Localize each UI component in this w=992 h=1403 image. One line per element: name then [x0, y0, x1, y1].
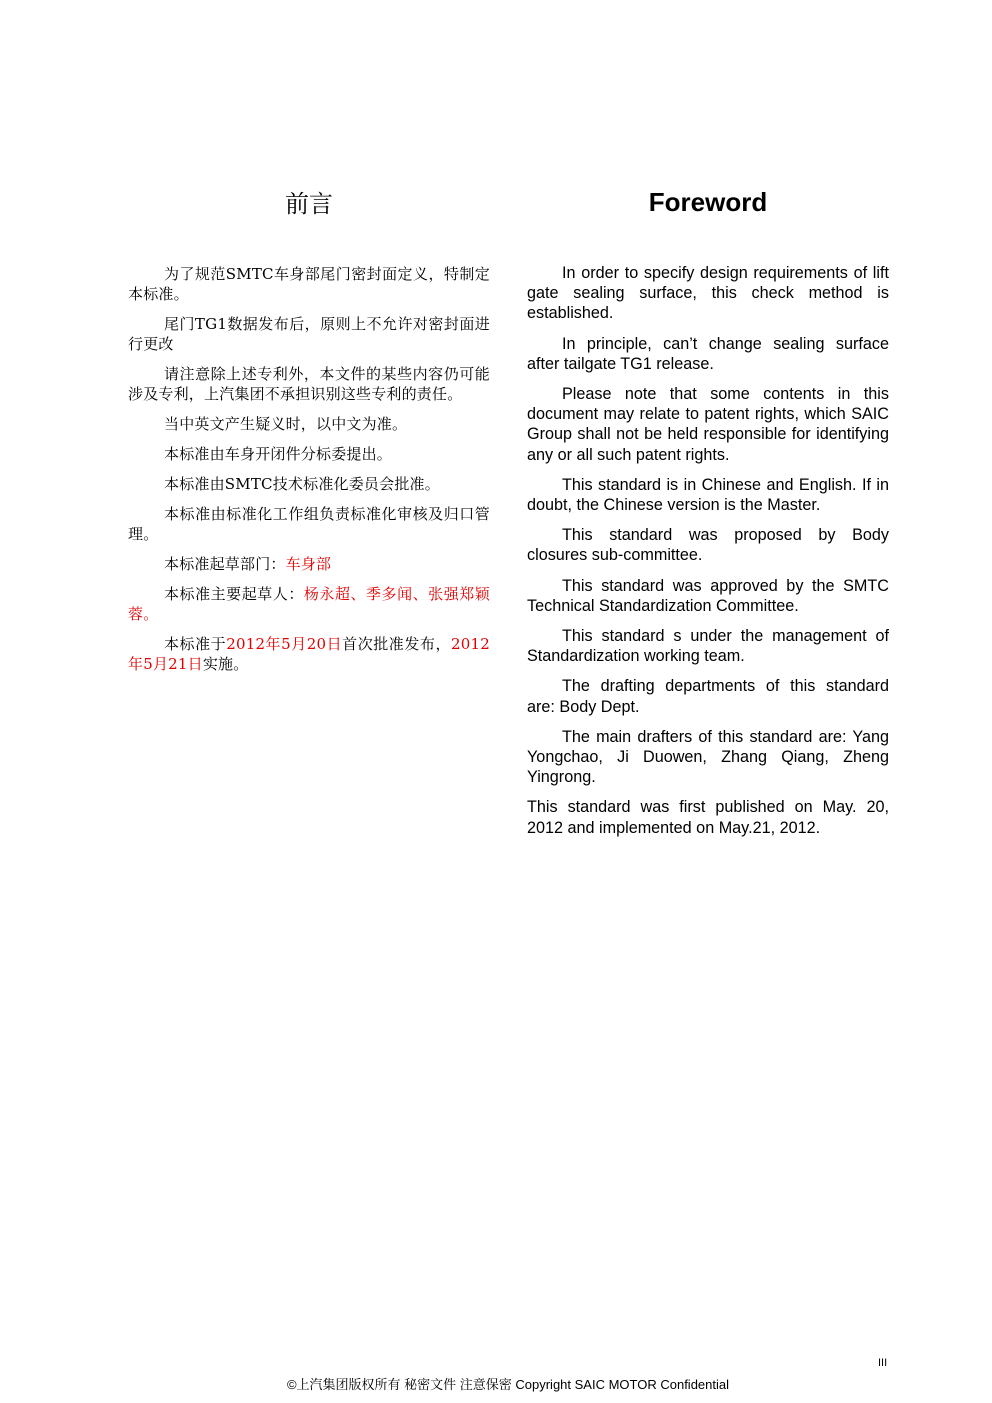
chinese-paragraphs [128, 264, 490, 684]
zh-publish-date: 2012年5月20日 [226, 635, 343, 653]
en-paragraph-drafters: The main drafters of this standard are: Yang Yongchao, Ji Duowen, Zhang Qiang, Zheng Yingrong. [527, 727, 889, 787]
zh-drafters-label: 本标准主要起草人： [164, 585, 304, 603]
zh-paragraph-management: 本标准由标准化工作组负责标准化审核及归口管理。 [128, 505, 490, 543]
zh-dates-text-a: 本标准于 [164, 635, 227, 653]
zh-drafting-dept-value: 车身部 [285, 555, 332, 573]
zh-paragraph-purpose: 为了规范SMTC车身部尾门密封面定义，特制定本标准。 [128, 265, 490, 303]
en-paragraph-patent: Please note that some contents in this document may relate to patent rights, which SAIC Group shall not be held responsible for identifying any or all such patent rights. [527, 385, 889, 464]
zh-dates-text-c: 实施。 [202, 655, 249, 673]
en-paragraph-management: This standard s under the management of Standardization working team. [527, 627, 889, 666]
zh-paragraph-proposed: 本标准由车身开闭件分标委提出。 [164, 445, 393, 463]
zh-paragraph-language: 当中英文产生疑义时，以中文为准。 [164, 415, 408, 433]
zh-drafters-value: 杨永超、季多闻、张强郑颖蓉。 [128, 585, 490, 623]
zh-paragraph-principle: 尾门TG1数据发布后，原则上不允许对密封面进行更改 [128, 315, 490, 353]
zh-paragraph-drafters [128, 584, 490, 624]
copyright-footer: ©上汽集团版权所有 秘密文件 注意保密 Copyright SAIC MOTOR Confidential [286, 1377, 730, 1392]
en-paragraph-language: This standard is in Chinese and English. If in doubt, the Chinese version is the Master. [527, 475, 889, 515]
zh-paragraph-patent: 请注意除上述专利外，本文件的某些内容仍可能涉及专利，上汽集团不承担识别这些专利的责任。 [128, 365, 490, 403]
zh-drafting-dept-label: 本标准起草部门： [164, 555, 286, 573]
en-paragraph-approved: This standard was approved by the SMTC Technical Standardization Committee. [527, 576, 889, 615]
en-paragraph-dates: This standard was first published on May. 20, 2012 and implemented on May.21, 2012. [527, 798, 889, 837]
zh-paragraph-approved: 本标准由SMTC技术标准化委员会批准。 [164, 475, 440, 493]
zh-paragraph-drafting-dept [128, 554, 490, 574]
foreword-title-chinese: 前言 [285, 190, 333, 218]
page-number: III [878, 1357, 888, 1369]
zh-implement-date: 2012年5月21日 [128, 635, 490, 673]
english-paragraphs [527, 263, 889, 848]
zh-paragraph-dates [128, 634, 490, 674]
zh-dates-text-b: 首次批准发布， [342, 635, 452, 653]
en-paragraph-principle: In principle, can’t change sealing surface after tailgate TG1 release. [527, 334, 889, 373]
en-paragraph-proposed: This standard was proposed by Body closures sub-committee. [527, 526, 889, 565]
en-paragraph-drafting-dept: The drafting departments of this standard are: Body Dept. [527, 677, 889, 716]
foreword-title-english: Foreword [648, 187, 768, 217]
en-paragraph-purpose: In order to specify design requirements of lift gate sealing surface, this check method is established. [527, 264, 889, 323]
